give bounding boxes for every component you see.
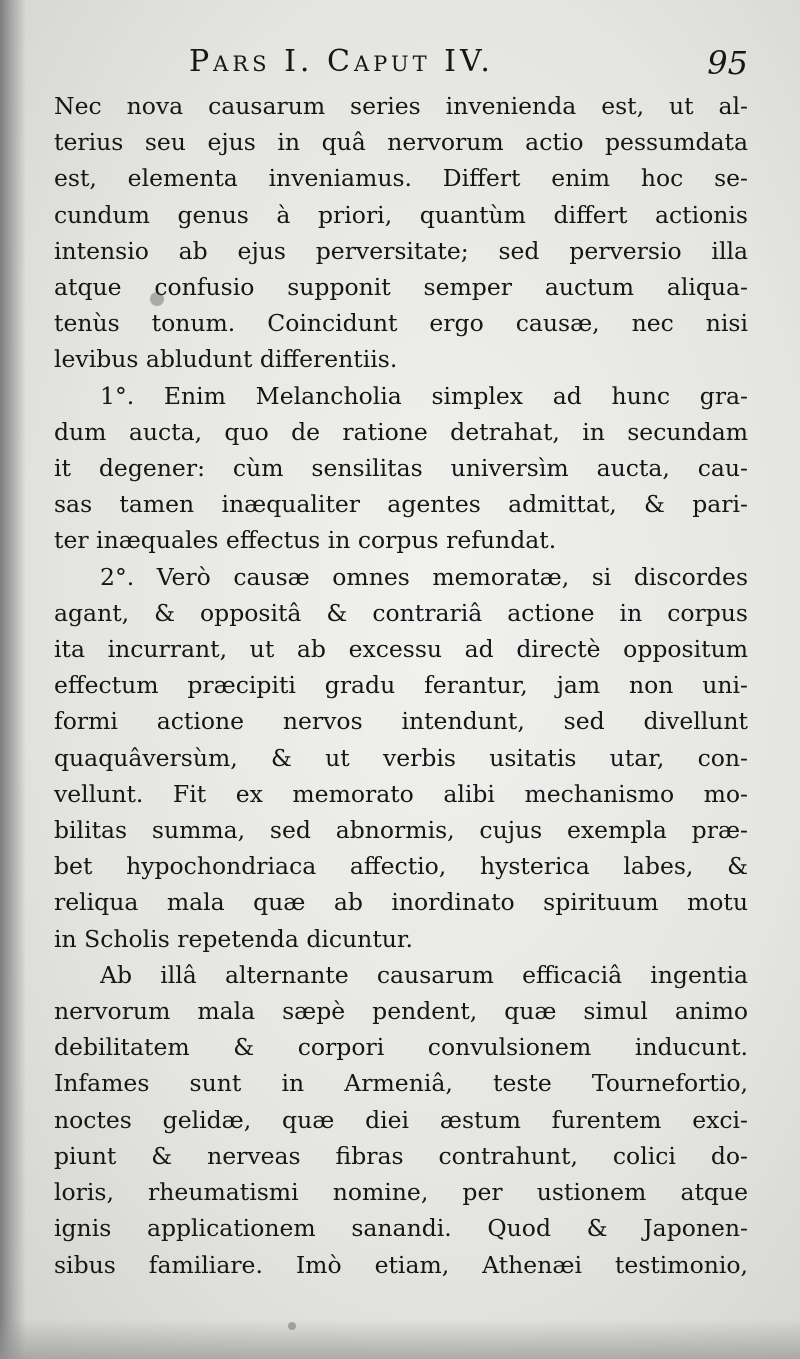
text-line: vellunt. Fit ex memorato alibi mechanismo mo- (54, 779, 748, 808)
binding-shadow (0, 0, 26, 1359)
page-number: 95 (707, 44, 748, 82)
ink-spot (288, 1322, 296, 1330)
bottom-shadow (0, 1319, 800, 1359)
text-line: Infames sunt in Armeniâ, teste Tournefortio, (54, 1069, 748, 1098)
text-line: piunt & nerveas fibras contrahunt, colici do- (54, 1141, 748, 1170)
text-line: reliqua mala quæ ab inordinato spirituum motu (54, 888, 748, 917)
text-line: est, elementa inveniamus. Differt enim hoc se- (54, 164, 748, 193)
book-page (54, 40, 748, 1283)
text-line: 1°. Enim Melancholia simplex ad hunc gra- (100, 381, 748, 410)
running-head (54, 40, 748, 88)
text-line: bilitas summa, sed abnormis, cujus exempla præ- (54, 816, 748, 845)
text-line: terius seu ejus in quâ nervorum actio pessumdata (54, 128, 748, 157)
body-text (54, 88, 748, 1283)
text-line: sas tamen inæqualiter agentes admittat, & pari- (54, 490, 748, 519)
text-line: debilitatem & corpori convulsionem inducunt. (54, 1033, 748, 1062)
text-line: Nec nova causarum series invenienda est, ut al- (54, 92, 748, 120)
text-line: tenùs tonum. Coincidunt ergo causæ, nec nisi (54, 309, 748, 338)
text-line: in Scholis repetenda dicuntur. (54, 924, 414, 953)
text-line: intensio ab ejus perversitate; sed perversio illa (54, 236, 748, 265)
text-line: dum aucta, quo de ratione detrahat, in secundam (54, 417, 748, 446)
text-line: ignis applicationem sanandi. Quod & Japonen- (54, 1214, 748, 1243)
text-line: formi actione nervos intendunt, sed divellunt (54, 707, 748, 736)
running-head-title: Pars I. Caput IV. (189, 44, 494, 79)
text-line: quaquâversùm, & ut verbis usitatis utar, con- (54, 743, 748, 772)
text-line: levibus abludunt differentiis. (54, 345, 398, 374)
text-line: sibus familiare. Imò etiam, Athenæi testimonio, (54, 1250, 748, 1279)
text-line: cundum genus à priori, quantùm differt actionis (54, 200, 748, 229)
text-line: atque confusio supponit semper auctum aliqua- (54, 273, 748, 302)
text-line: agant, & oppositâ & contrariâ actione in corpus (54, 598, 748, 627)
text-line: ita incurrant, ut ab excessu ad directè oppositum (54, 635, 748, 664)
text-line: ter inæquales effectus in corpus refundat. (54, 526, 557, 555)
text-line: bet hypochondriaca affectio, hysterica labes, & (54, 852, 748, 881)
text-line: Ab illâ alternante causarum efficaciâ ingentia (100, 960, 748, 989)
text-line: it degener: cùm sensilitas universìm aucta, cau- (54, 454, 748, 483)
text-line: loris, rheumatismi nomine, per ustionem atque (54, 1178, 748, 1207)
text-line: effectum præcipiti gradu ferantur, jam non uni- (54, 671, 748, 700)
text-line: 2°. Verò causæ omnes memoratæ, si discordes (100, 562, 748, 591)
text-line: nervorum mala sæpè pendent, quæ simul animo (54, 997, 748, 1026)
text-line: noctes gelidæ, quæ diei æstum furentem exci- (54, 1105, 748, 1134)
